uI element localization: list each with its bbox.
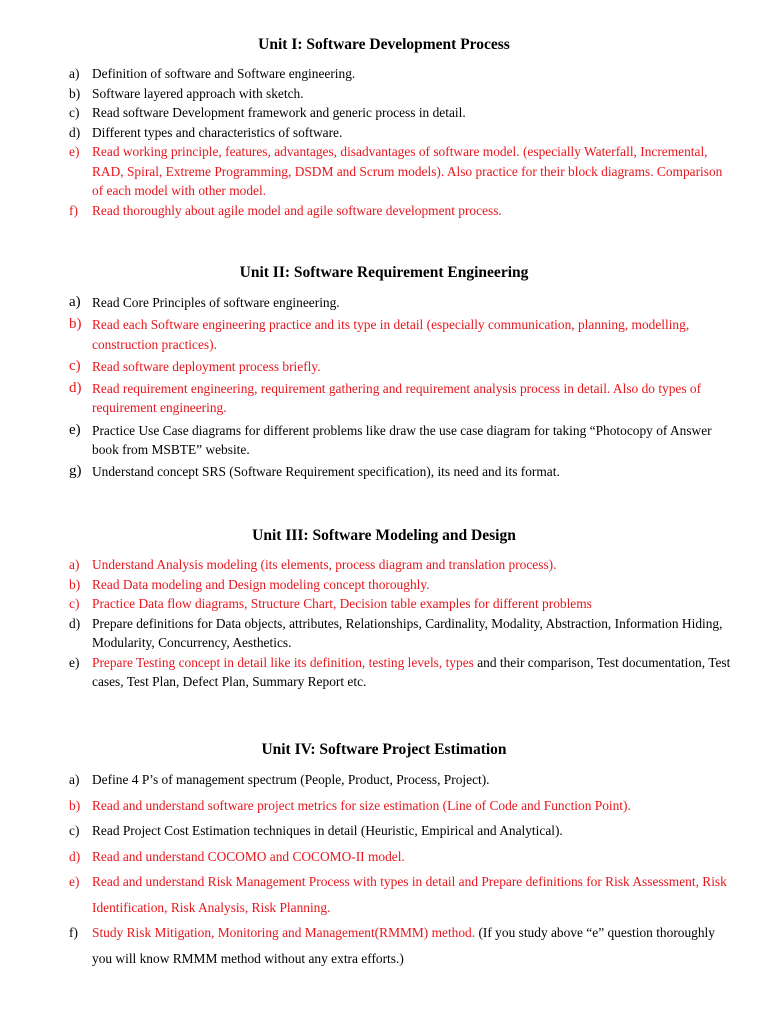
list-item-marker: b): [69, 316, 82, 333]
list-item-text: Read Project Cost Estimation techniques in detail (Heuristic, Empirical and Analytical).: [92, 823, 563, 838]
list-item-marker: c): [69, 596, 80, 611]
list-item-text: Define 4 P’s of management spectrum (People, Product, Process, Project).: [92, 772, 490, 787]
list-item: [0, 614, 768, 653]
list-item: [0, 462, 768, 482]
list-item-text: Read Data modeling and Design modeling concept thoroughly.: [92, 576, 430, 592]
list-item-text: Read each Software engineering practice and its type in detail (especially communication, planning, modelling, construction practices).: [92, 317, 690, 352]
list-item: [0, 315, 768, 354]
list-item-text: Understand concept SRS (Software Requirement specification), its need and its format.: [92, 464, 560, 480]
list-item-marker: b): [69, 576, 81, 592]
list-item: [0, 920, 768, 971]
list-item-marker: e): [69, 144, 80, 159]
list-item: [0, 844, 768, 870]
list-item-marker: a): [69, 772, 80, 787]
list-item-marker: e): [69, 654, 80, 670]
list-item-text: and their comparison, Test documentation, Test cases, Test Plan, Defect Plan, Summary Report etc.: [92, 654, 731, 689]
list-item-text: Understand Analysis modeling (its elements, process diagram and translation process).: [92, 557, 557, 572]
list-item-text: Study Risk Mitigation, Monitoring and Management(RMMM) method.: [92, 925, 476, 940]
list-item: [0, 201, 768, 221]
list-item-text: Practice Use Case diagrams for different problems like draw the use case diagram for taking “Photocopy of Answer book from MSBTE” website.: [92, 422, 712, 458]
list-item-marker: a): [69, 66, 80, 81]
list-item-text: Read working principle, features, advantages, disadvantages of software model. (especially Waterfall, Incremental, RAD, Spiral, Extreme Programming, DSDM and Scrum models). Also practice for their block diagrams. Comparison of each model with other model.: [92, 144, 723, 198]
list-item-text: Read Core Principles of software engineering.: [92, 295, 340, 310]
list-item-text: Practice Data flow diagrams, Structure Chart, Decision table examples for different problems: [92, 596, 592, 611]
list-item: [0, 379, 768, 418]
list-item-text: Read and understand Risk Management Process with types in detail and Prepare definitions for Risk Assessment, Risk Identification, Risk Analysis, Risk Planning.: [92, 874, 727, 915]
list-item-text: Read thoroughly about agile model and agile software development process.: [92, 202, 502, 218]
list-item-marker: f): [69, 202, 78, 218]
list-item-marker: d): [69, 124, 81, 140]
unit-1-section: [0, 36, 768, 220]
list-item-text: (If you study above “e” question thoroughly you will know RMMM method without any extra efforts.): [92, 925, 715, 966]
list-item: [0, 575, 768, 595]
list-item-text: Prepare Testing concept in detail like its definition, testing levels, types: [92, 654, 474, 670]
unit-1-list: [0, 64, 768, 220]
list-item-marker: f): [69, 925, 78, 940]
unit-3-list: [0, 555, 768, 692]
list-item: [0, 653, 768, 692]
unit-4-list: [0, 767, 768, 971]
list-item-marker: d): [69, 848, 81, 864]
list-item-text: Read and understand COCOMO and COCOMO-II model.: [92, 848, 405, 864]
unit-4-section: [0, 741, 768, 971]
list-item: [0, 818, 768, 844]
list-item-text: Different types and characteristics of software.: [92, 124, 343, 140]
list-item: [0, 103, 768, 123]
list-item: [0, 767, 768, 793]
list-item: [0, 793, 768, 819]
list-item-marker: e): [69, 874, 80, 889]
list-item: [0, 293, 768, 313]
unit-3-title: Unit III: Software Modeling and Design: [252, 527, 516, 544]
unit-4-title: Unit IV: Software Project Estimation: [261, 741, 507, 758]
unit-3-section: [0, 527, 768, 692]
list-item: [0, 357, 768, 377]
list-item: [0, 555, 768, 575]
list-item-text: Definition of software and Software engineering.: [92, 66, 356, 81]
list-item-marker: a): [69, 294, 81, 310]
unit-1-title: Unit I: Software Development Process: [258, 36, 510, 53]
list-item-text: Prepare definitions for Data objects, attributes, Relationships, Cardinality, Modality, Abstraction, Information Hiding, Modularity, Concurrency, Aesthetics.: [92, 615, 723, 650]
list-item-marker: c): [69, 357, 81, 374]
list-item: [0, 84, 768, 104]
list-item: [0, 123, 768, 143]
list-item-marker: c): [69, 823, 80, 838]
list-item-text: Read software deployment process briefly.: [92, 358, 321, 374]
list-item: [0, 64, 768, 84]
list-item-text: Software layered approach with sketch.: [92, 85, 304, 101]
unit-2-list: [0, 293, 768, 482]
unit-2-title: Unit II: Software Requirement Engineering: [239, 264, 529, 281]
list-item-marker: b): [69, 797, 81, 813]
list-item-marker: e): [69, 421, 81, 438]
list-item-marker: d): [69, 615, 81, 631]
list-item-marker: g): [69, 463, 82, 480]
list-item-text: Read requirement engineering, requirement gathering and requirement analysis process in detail. Also do types of requirement engineering.: [92, 380, 702, 416]
list-item-marker: d): [69, 379, 82, 396]
list-item: [0, 869, 768, 920]
list-item-marker: a): [69, 557, 80, 572]
list-item-text: Read and understand software project metrics for size estimation (Line of Code and Function Point).: [92, 797, 631, 813]
list-item: [0, 594, 768, 614]
list-item-marker: c): [69, 105, 80, 120]
list-item: [0, 142, 768, 201]
list-item-text: Read software Development framework and generic process in detail.: [92, 105, 466, 120]
list-item: [0, 421, 768, 460]
list-item-marker: b): [69, 85, 81, 101]
unit-2-section: [0, 264, 768, 484]
